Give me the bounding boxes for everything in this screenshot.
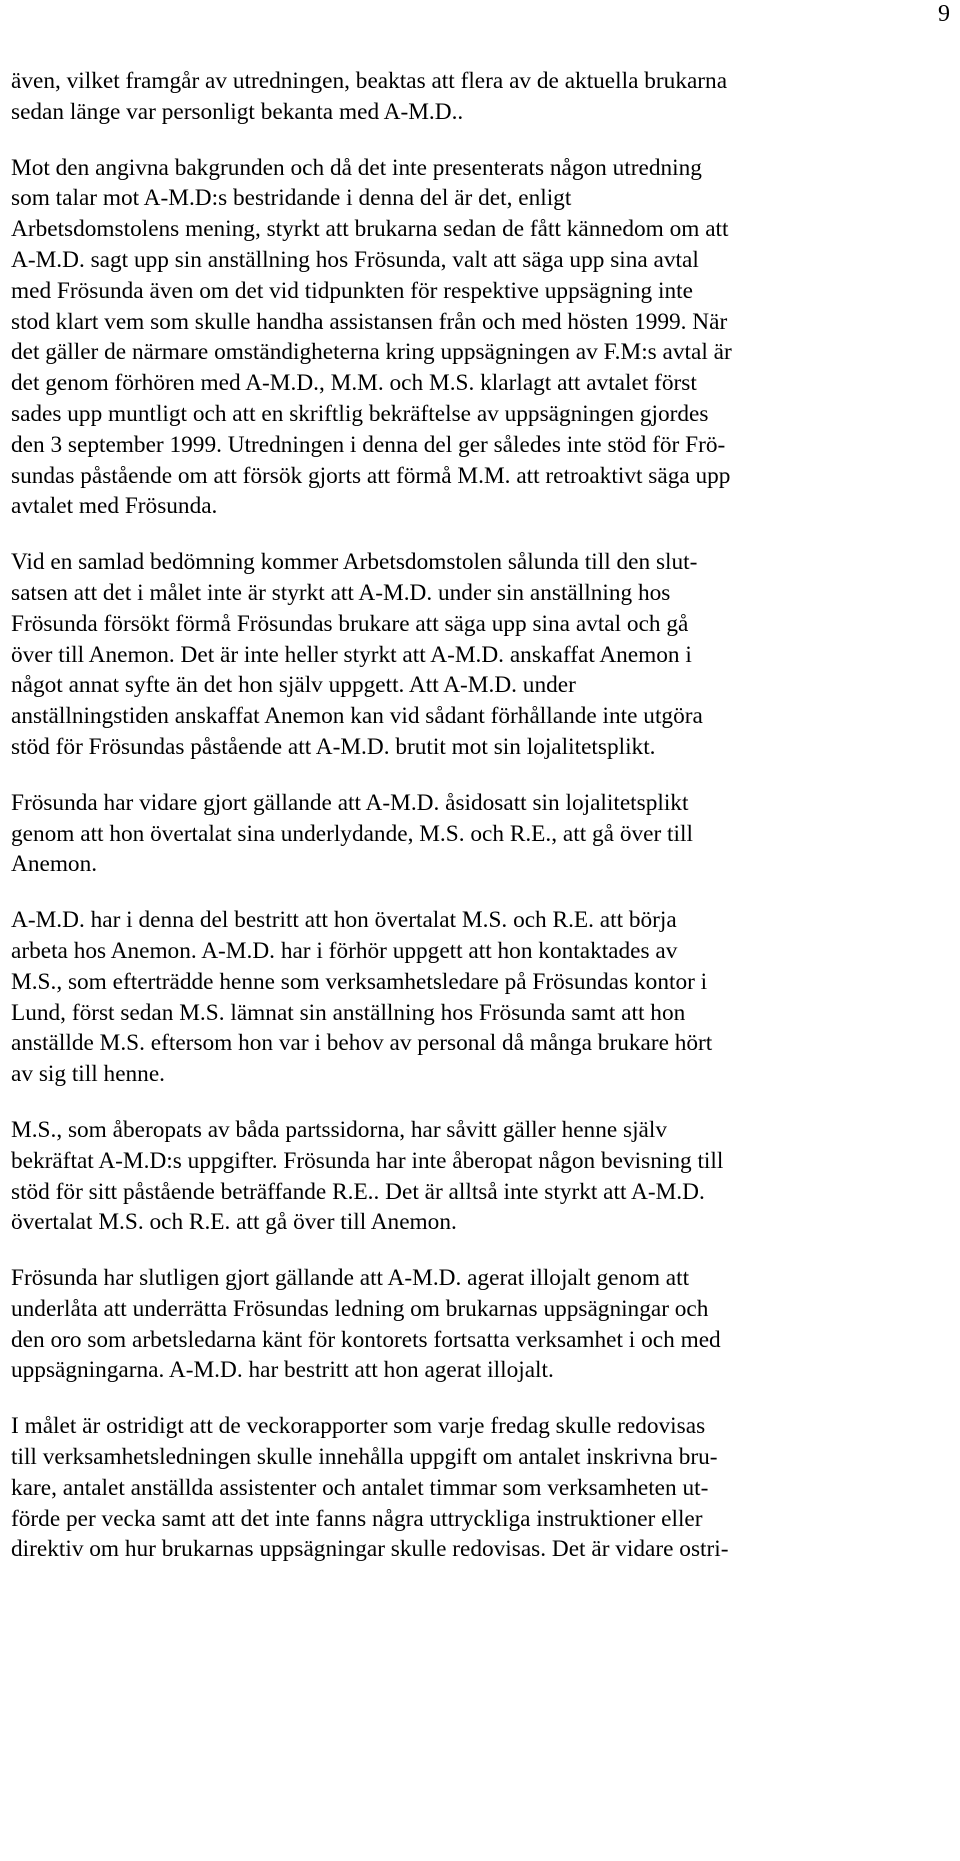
text-line: Mot den angivna bakgrunden och då det inte presenterats någon utredning [11, 154, 702, 181]
paragraph [11, 153, 791, 523]
text-line: uppsägningarna. A-M.D. har bestritt att hon agerat illojalt. [11, 1357, 554, 1384]
text-line: I målet är ostridigt att de veckorapporter som varje fredag skulle redovisas [11, 1413, 706, 1440]
text-line: med Frösunda även om det vid tidpunkten för respektive uppsägning inte [11, 277, 693, 304]
paragraph [11, 1263, 791, 1386]
page-number: 9 [938, 1, 950, 27]
text-line: underlåta att underrätta Frösundas ledning om brukarnas uppsägningar och [11, 1295, 709, 1322]
text-line: sades upp muntligt och att en skriftlig bekräftelse av uppsägningen gjordes [11, 400, 709, 427]
text-line: stod klart vem som skulle handha assistansen från och med hösten 1999. När [11, 308, 728, 335]
text-line: M.S., som efterträdde henne som verksamhetsledare på Frösundas kontor i [11, 968, 708, 995]
text-line: genom att hon övertalat sina underlydande, M.S. och R.E., att gå över till [11, 820, 693, 847]
text-line: den oro som arbetsledarna känt för kontorets fortsatta verksamhet i och med [11, 1326, 721, 1353]
text-line: sedan länge var personligt bekanta med A-M.D.. [11, 98, 464, 125]
text-line: anställde M.S. eftersom hon var i behov av personal då många brukare hört [11, 1030, 713, 1057]
text-line: sundas påstående om att försök gjorts att förmå M.M. att retroaktivt säga upp [11, 462, 731, 489]
paragraph [11, 1411, 791, 1565]
text-line: Vid en samlad bedömning kommer Arbetsdomstolen sålunda till den slut- [11, 549, 698, 576]
text-line: till verksamhetsledningen skulle innehålla uppgift om antalet inskrivna bru- [11, 1444, 718, 1471]
text-line: A-M.D. har i denna del bestritt att hon övertalat M.S. och R.E. att börja [11, 907, 677, 934]
text-line: den 3 september 1999. Utredningen i denna del ger således inte stöd för Frö- [11, 431, 726, 458]
text-line: bekräftat A-M.D:s uppgifter. Frösunda har inte åberopat någon bevisning till [11, 1147, 724, 1174]
paragraph [11, 66, 791, 128]
text-line: förde per vecka samt att det inte fanns några uttryckliga instruktioner eller [11, 1505, 703, 1532]
text-line: över till Anemon. Det är inte heller styrkt att A-M.D. anskaffat Anemon i [11, 641, 692, 668]
paragraph [11, 788, 791, 880]
paragraph [11, 547, 791, 763]
text-line: det genom förhören med A-M.D., M.M. och M.S. klarlagt att avtalet först [11, 370, 697, 397]
text-line: Frösunda har slutligen gjort gällande att A-M.D. agerat illojalt genom att [11, 1265, 690, 1292]
text-line: stöd för Frösundas påstående att A-M.D. brutit mot sin lojalitetsplikt. [11, 733, 656, 760]
text-line: Frösunda försökt förmå Frösundas brukare att säga upp sina avtal och gå [11, 610, 689, 637]
text-line: som talar mot A-M.D:s bestridande i denna del är det, enligt [11, 185, 572, 212]
text-line: övertalat M.S. och R.E. att gå över till Anemon. [11, 1209, 457, 1236]
text-line: av sig till henne. [11, 1061, 165, 1088]
text-line: Lund, först sedan M.S. lämnat sin anställning hos Frösunda samt att hon [11, 999, 686, 1026]
text-line: Arbetsdomstolens mening, styrkt att brukarna sedan de fått kännedom om att [11, 216, 729, 243]
paragraph [11, 905, 791, 1090]
text-line: M.S., som åberopats av båda partssidorna, har såvitt gäller henne själv [11, 1116, 668, 1143]
text-line: A-M.D. sagt upp sin anställning hos Frösunda, valt att säga upp sina avtal [11, 246, 699, 273]
paragraph [11, 1115, 791, 1238]
document-body [11, 66, 791, 1590]
text-line: arbeta hos Anemon. A-M.D. har i förhör uppgett att hon kontaktades av [11, 937, 678, 964]
text-line: Anemon. [11, 851, 98, 878]
text-line: det gäller de närmare omständigheterna kring uppsägningen av F.M:s avtal är [11, 339, 732, 366]
text-line: stöd för sitt påstående beträffande R.E.. Det är alltså inte styrkt att A-M.D. [11, 1178, 705, 1205]
text-line: kare, antalet anställda assistenter och antalet timmar som verksamheten ut- [11, 1474, 709, 1501]
text-line: något annat syfte än det hon själv uppgett. Att A-M.D. under [11, 672, 576, 699]
text-line: Frösunda har vidare gjort gällande att A-M.D. åsidosatt sin lojalitetsplikt [11, 789, 689, 816]
text-line: även, vilket framgår av utredningen, beaktas att flera av de aktuella brukarna [11, 68, 728, 94]
text-line: avtalet med Frösunda. [11, 493, 218, 520]
text-line: satsen att det i målet inte är styrkt att A-M.D. under sin anställning hos [11, 579, 671, 606]
text-line: direktiv om hur brukarnas uppsägningar skulle redovisas. Det är vidare ostri- [11, 1536, 729, 1563]
text-line: anställningstiden anskaffat Anemon kan vid sådant förhållande inte utgöra [11, 703, 703, 730]
